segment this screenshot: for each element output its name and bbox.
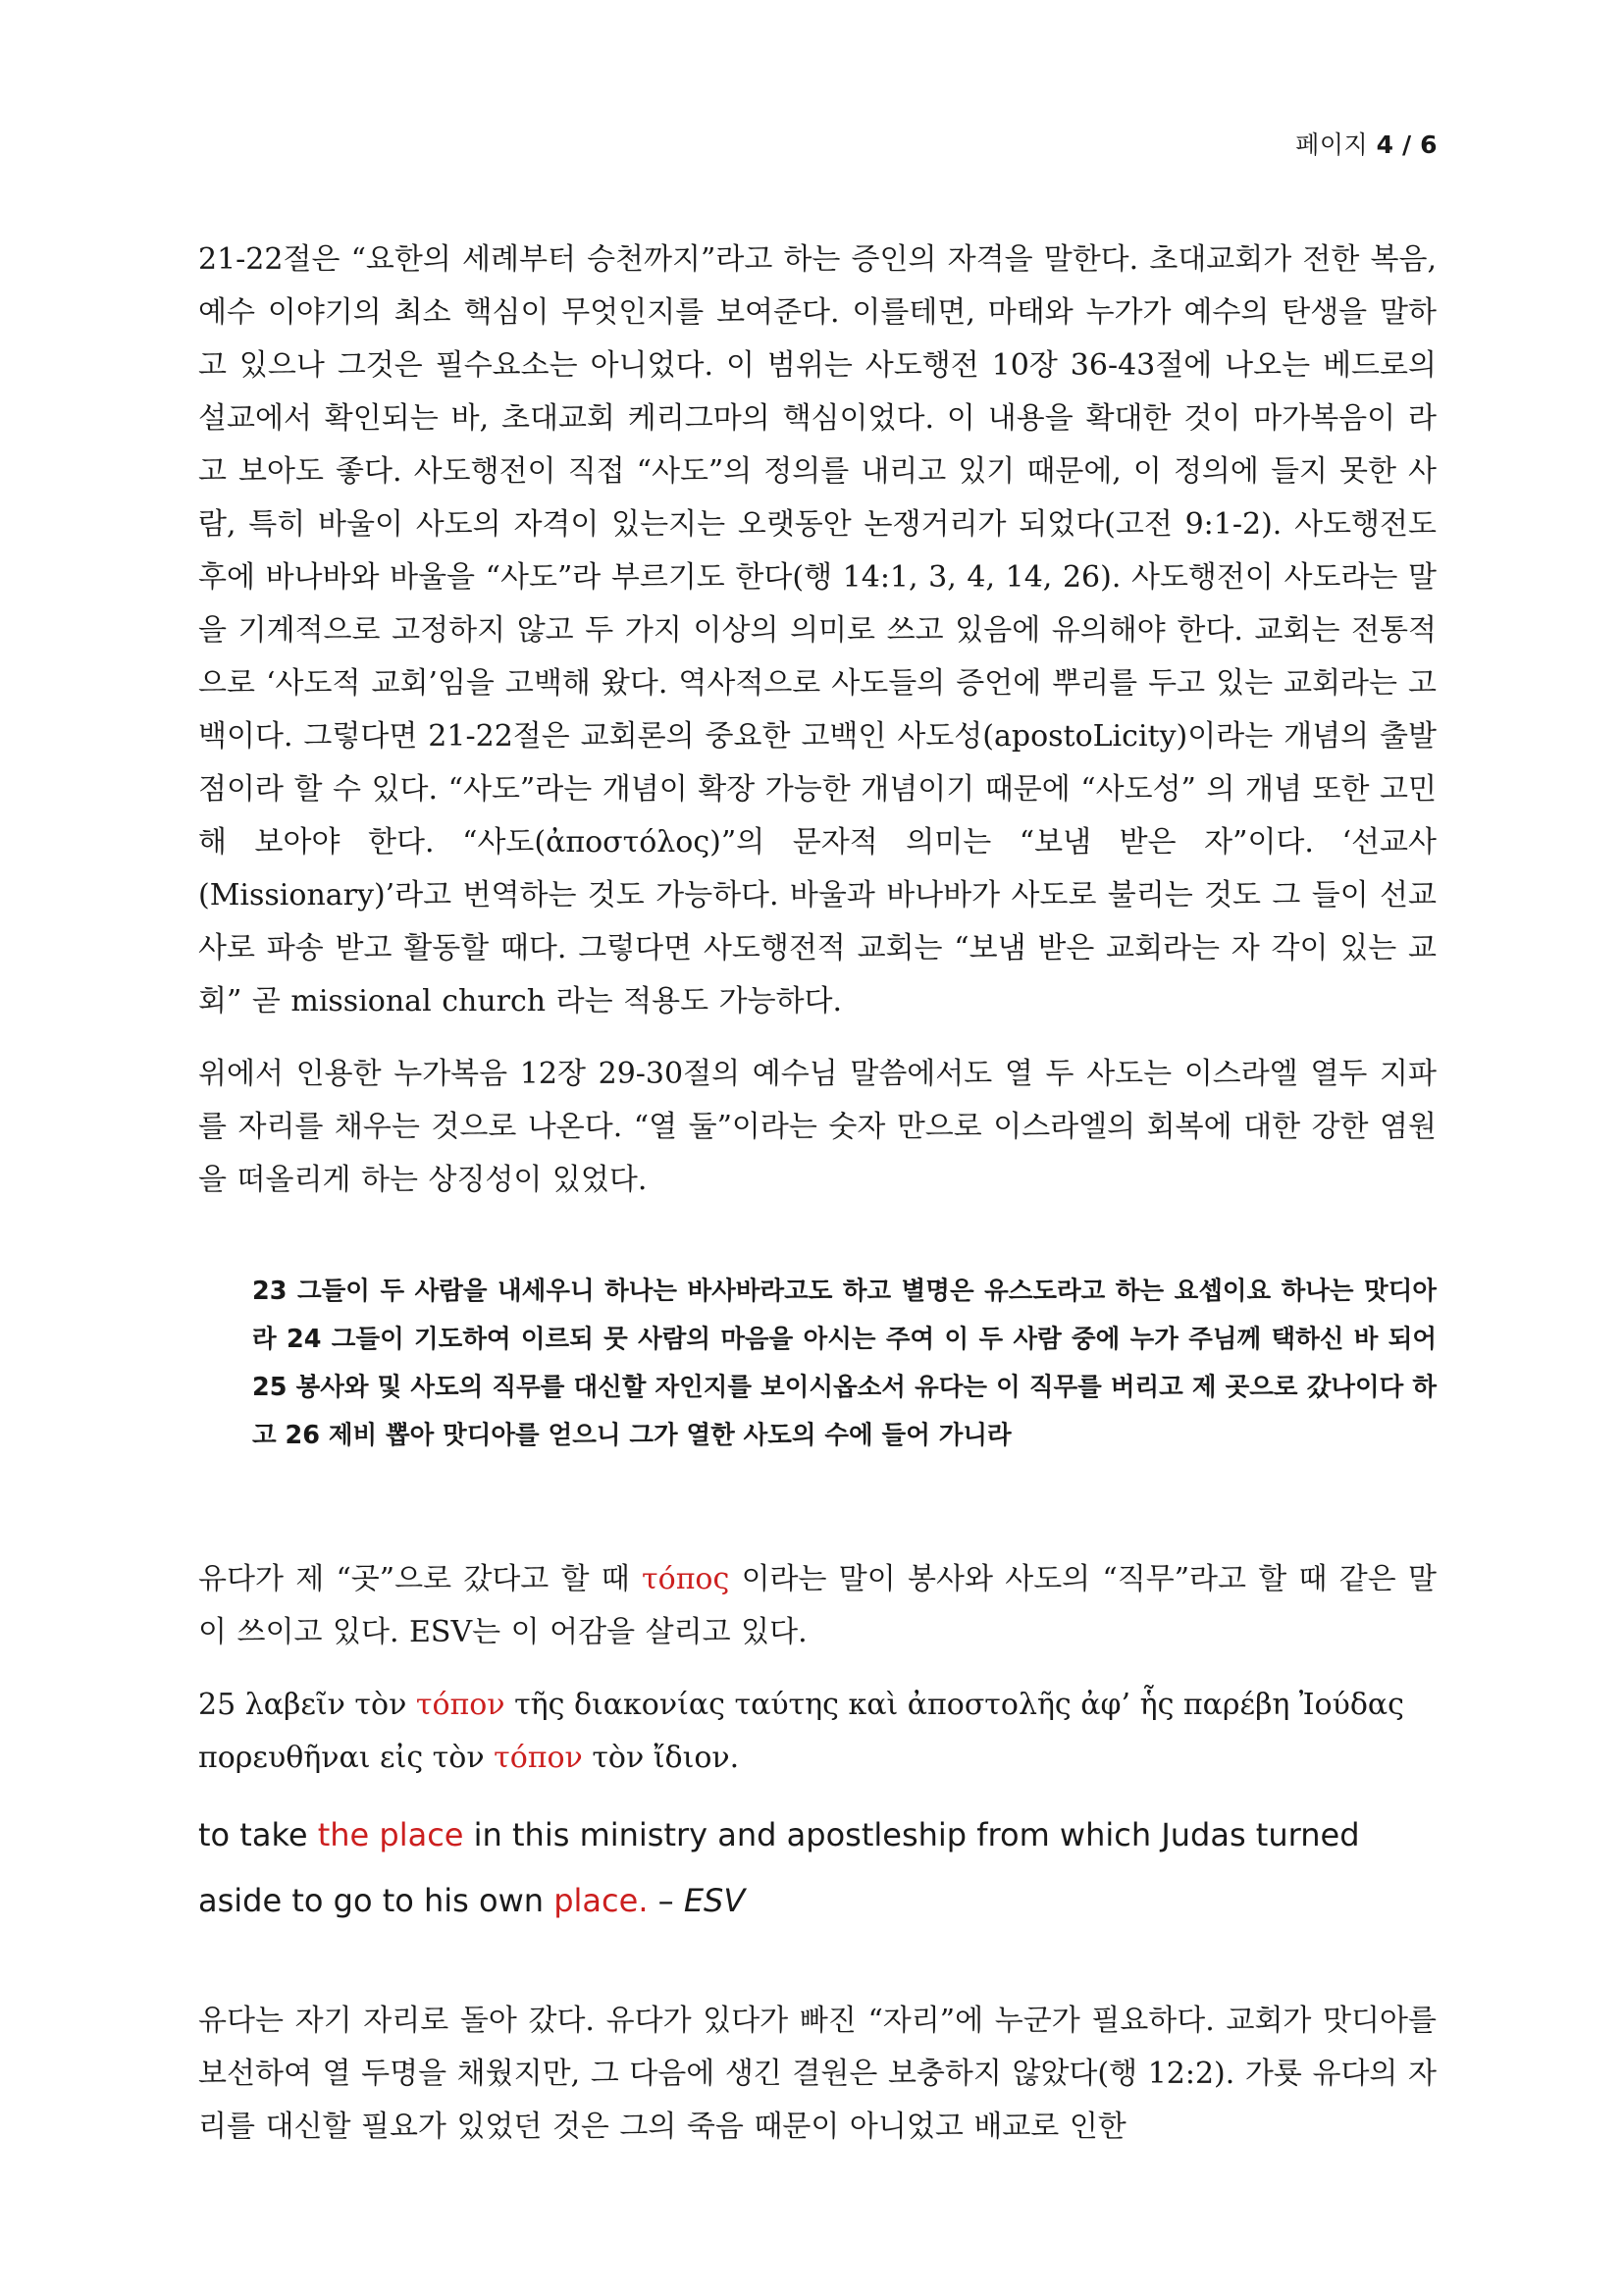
paragraph-twelve-tribes: 위에서 인용한 누가복음 12장 29-30절의 예수님 말씀에서도 열 두 사도는 이스라엘 열두 지파를 자리를 채우는 것으로 나온다. “열 둘”이라는 숫자 만으로 이스라엘의 회복에 대한 강한 염원을 떠올리게 하는 상징성이 있었다. [198, 1057, 1437, 1197]
topos-text-after: 이라는 말이 봉사와 사도의 “직무”라고 할 때 같은 말이 쓰이고 있다. ESV는 이 어감을 살리고 있다. [198, 1562, 1437, 1649]
esv-source-tag: ESV [683, 1882, 746, 1919]
greek-verse-25 [198, 1679, 1437, 1785]
esv-text-1: to take [198, 1816, 318, 1853]
esv-text-3: – [648, 1882, 684, 1919]
esv-verse [198, 1802, 1437, 1934]
greek-text-2: τῆς διακονίας ταύτης καὶ ἀποστολῆς ἀφ’ ἧς παρέβη Ἰούδας πορευθῆναι εἰς τὸν [198, 1688, 1404, 1775]
esv-highlight-1: the place [317, 1816, 464, 1853]
paragraph-judas-place: 유다는 자기 자리로 돌아 갔다. 유다가 있다가 빠진 “자리”에 누군가 필요하다. 교회가 맛디아를 보선하여 열 두명을 채웠지만, 그 다음에 생긴 결원은 보충하지 않았다(행 12:2). 가룟 유다의 자리를 대신할 필요가 있었던 것은 그의 죽음 때문이 아니었고 배교로 인한 [198, 2004, 1437, 2144]
greek-text-1: 25 λαβεῖν τὸν [198, 1688, 416, 1722]
paragraph-apostle-definition: 21-22절은 “요한의 세례부터 승천까지”라고 하는 증인의 자격을 말한다. 초대교회가 전한 복음, 예수 이야기의 최소 핵심이 무엇인지를 보여준다. 이를테면, 마태와 누가가 예수의 탄생을 말하고 있으나 그것은 필수요소는 아니었다. 이 범위는 사도행전 10장 36-43절에 나오는 베드로의 설교에서 확인되는 바, 초대교회 케리그마의 핵심이었다. 이 내용을 확대한 것이 마가복음이 라고 보아도 좋다. 사도행전이 직접 “사도”의 정의를 내리고 있기 때문에, 이 정의에 들지 못한 사람, 특히 바울이 사도의 자격이 있는지는 오랫동안 논쟁거리가 되었다(고전 9:1-2). 사도행전도 후에 바나바와 바울을 “사도”라 부르기도 한다(행 14:1, 3, 4, 14, 26). 사도행전이 사도라는 말을 기계적으로 고정하지 않고 두 가지 이상의 의미로 쓰고 있음에 유의해야 한다. 교회는 전통적으로 ‘사도적 교회’임을 고백해 왔다. 역사적으로 사도들의 증언에 뿌리를 두고 있는 교회라는 고백이다. 그렇다면 21-22절은 교회론의 중요한 고백인 사도성(apostoLicity)이라는 개념의 출발점이라 할 수 있다. “사도”라는 개념이 확장 가능한 개념이기 때문에 “사도성” 의 개념 또한 고민해 보아야 한다. “사도(ἀποστόλος)”의 문자적 의미는 “보냄 받은 자”이다. ‘선교사(Missionary)’라고 번역하는 것도 가능하다. 바울과 바나바가 사도로 불리는 것도 그 들이 선교사로 파송 받고 활동할 때다. 그렇다면 사도행전적 교회는 “보냄 받은 교회라는 자 각이 있는 교회” 곧 missional church 라는 적용도 가능하다. [198, 242, 1437, 1018]
page-label: 페이지 [1295, 130, 1369, 159]
esv-text-2: in this ministry and apostleship from which Judas turned aside to go to his own [198, 1816, 1360, 1919]
scripture-quote-acts-1-23-26: 23 그들이 두 사람을 내세우니 하나는 바사바라고도 하고 별명은 유스도라고 하는 요셉이요 하나는 맛디아라 24 그들이 기도하여 이르되 뭇 사람의 마음을 아시는 주여 이 두 사람 중에 누가 주님께 택하신 바 되어 25 봉사와 및 사도의 직무를 대신할 자인지를 보이시옵소서 유다는 이 직무를 버리고 제 곳으로 갔나이다 하고 26 제비 뽑아 맛디아를 얻으니 그가 열한 사도의 수에 들어 가니라 [252, 1277, 1437, 1450]
topos-text-before: 유다가 제 “곳”으로 갔다고 할 때 [198, 1562, 643, 1596]
document-body [198, 234, 1437, 2154]
paragraph-topos [198, 1553, 1437, 1659]
page-total: 6 [1420, 130, 1438, 159]
page-number [1295, 126, 1438, 161]
page-separator: / [1402, 130, 1412, 159]
esv-highlight-2: place. [553, 1882, 649, 1919]
topos-highlight: τόπος [642, 1562, 730, 1596]
greek-highlight-1: τόπον [415, 1688, 505, 1722]
greek-highlight-2: τόπον [494, 1741, 583, 1775]
page-current: 4 [1376, 130, 1394, 159]
greek-text-3: τὸν ἴδιον. [582, 1741, 740, 1775]
